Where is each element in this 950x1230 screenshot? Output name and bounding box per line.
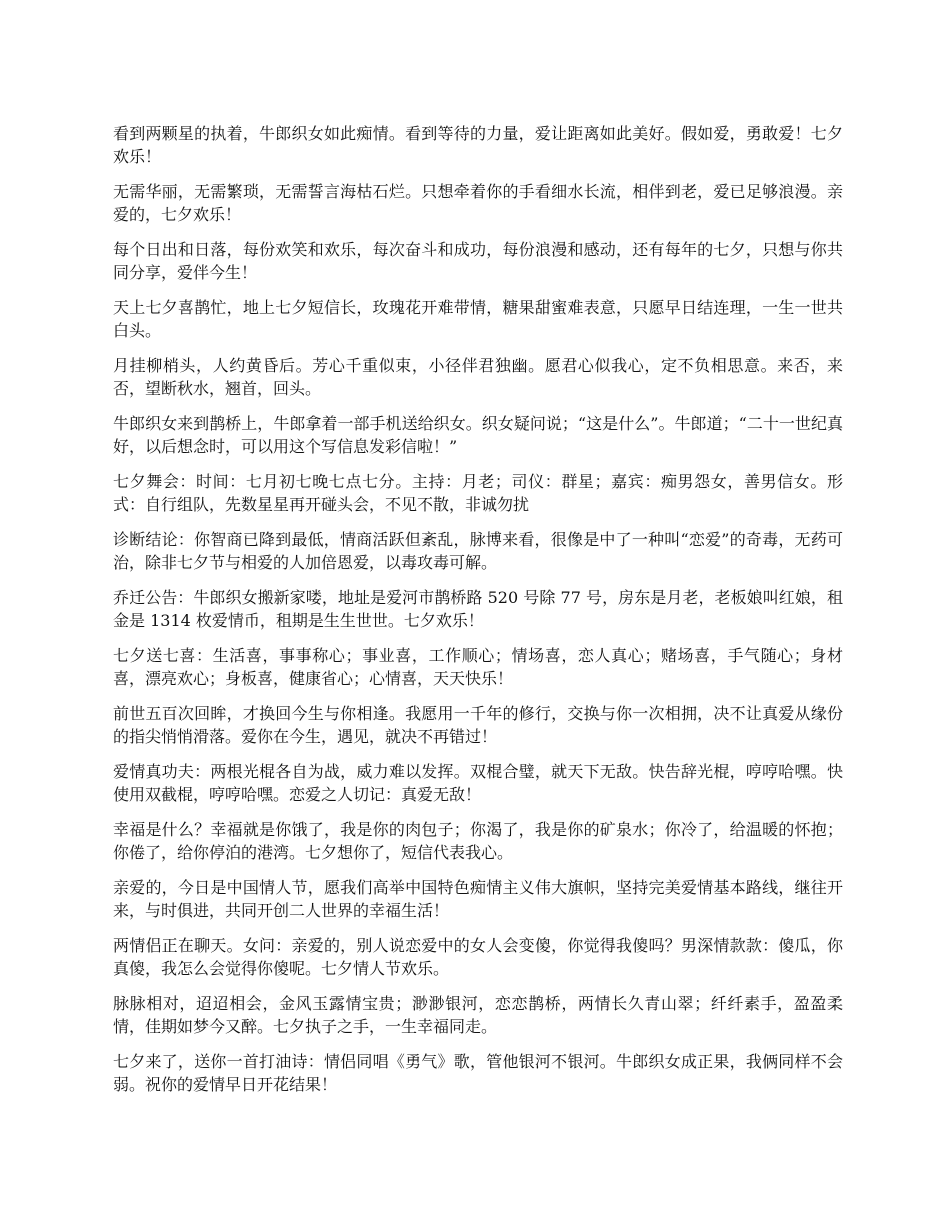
paragraph-1: 看到两颗星的执着，牛郎织女如此痴情。看到等待的力量，爱让距离如此美好。假如爱，勇敢爱！七夕欢乐！: [113, 124, 843, 166]
paragraph-2: 无需华丽，无需繁琐，无需誓言海枯石烂。只想牵着你的手看细水长流，相伴到老，爱已足够浪漫。亲爱的，七夕欢乐！: [113, 182, 843, 224]
paragraph-7: 七夕舞会：时间：七月初七晚七点七分。主持：月老；司仪：群星；嘉宾：痴男怨女，善男信女。形式：自行组队，先数星星再开碰头会，不见不散，非诚勿扰: [113, 472, 843, 514]
paragraph-17: 七夕来了，送你一首打油诗：情侣同唱《勇气》歌，管他银河不银河。牛郎织女成正果，我俩同样不会弱。祝你的爱情早日开花结果！: [113, 1052, 843, 1094]
document-body: [113, 122, 843, 1108]
paragraph-6: 牛郎织女来到鹊桥上，牛郎拿着一部手机送给织女。织女疑问说；“这是什么”。牛郎道；“二十一世纪真好，以后想念时，可以用这个写信息发彩信啦！”: [113, 414, 843, 456]
paragraph-5: 月挂柳梢头，人约黄昏后。芳心千重似束，小径伴君独幽。愿君心似我心，定不负相思意。来否，来否，望断秋水，翘首，回头。: [113, 356, 843, 398]
paragraph-13: 幸福是什么？幸福就是你饿了，我是你的肉包子；你渴了，我是你的矿泉水；你冷了，给温暖的怀抱；你倦了，给你停泊的港湾。七夕想你了，短信代表我心。: [113, 820, 843, 862]
paragraph-9: 乔迁公告：牛郎织女搬新家喽，地址是爱河市鹊桥路 520 号除 77 号，房东是月老，老板娘叫红娘，租金是 1314 枚爱情币，租期是生生世世。七夕欢乐！: [113, 588, 843, 630]
paragraph-16: 脉脉相对，迢迢相会，金风玉露情宝贵；渺渺银河，恋恋鹊桥，两情长久青山翠；纤纤素手，盈盈柔情，佳期如梦今又醉。七夕执子之手，一生幸福同走。: [113, 994, 843, 1036]
paragraph-15: 两情侣正在聊天。女问：亲爱的，别人说恋爱中的女人会变傻，你觉得我傻吗？男深情款款：傻瓜，你真傻，我怎么会觉得你傻呢。七夕情人节欢乐。: [113, 936, 843, 978]
paragraph-10: 七夕送七喜：生活喜，事事称心；事业喜，工作顺心；情场喜，恋人真心；赌场喜，手气随心；身材喜，漂亮欢心；身板喜，健康省心；心情喜，天天快乐！: [113, 646, 843, 688]
paragraph-8: 诊断结论：你智商已降到最低，情商活跃但紊乱，脉博来看，很像是中了一种叫“恋爱”的奇毒，无药可治，除非七夕节与相爱的人加倍恩爱，以毒攻毒可解。: [113, 530, 843, 572]
paragraph-14: 亲爱的，今日是中国情人节，愿我们高举中国特色痴情主义伟大旗帜，坚持完美爱情基本路线，继往开来，与时俱进，共同开创二人世界的幸福生活！: [113, 878, 843, 920]
paragraph-11: 前世五百次回眸，才换回今生与你相逢。我愿用一千年的修行，交换与你一次相拥，决不让真爱从缘份的指尖悄悄滑落。爱你在今生，遇见，就决不再错过！: [113, 704, 843, 746]
paragraph-3: 每个日出和日落，每份欢笑和欢乐，每次奋斗和成功，每份浪漫和感动，还有每年的七夕，只想与你共同分享，爱伴今生！: [113, 240, 843, 282]
paragraph-4: 天上七夕喜鹊忙，地上七夕短信长，玫瑰花开难带情，糖果甜蜜难表意，只愿早日结连理，一生一世共白头。: [113, 298, 843, 340]
paragraph-12: 爱情真功夫：两根光棍各自为战，威力难以发挥。双棍合璧，就天下无敌。快告辞光棍，哼哼哈嘿。快使用双截棍，哼哼哈嘿。恋爱之人切记：真爱无敌！: [113, 762, 843, 804]
